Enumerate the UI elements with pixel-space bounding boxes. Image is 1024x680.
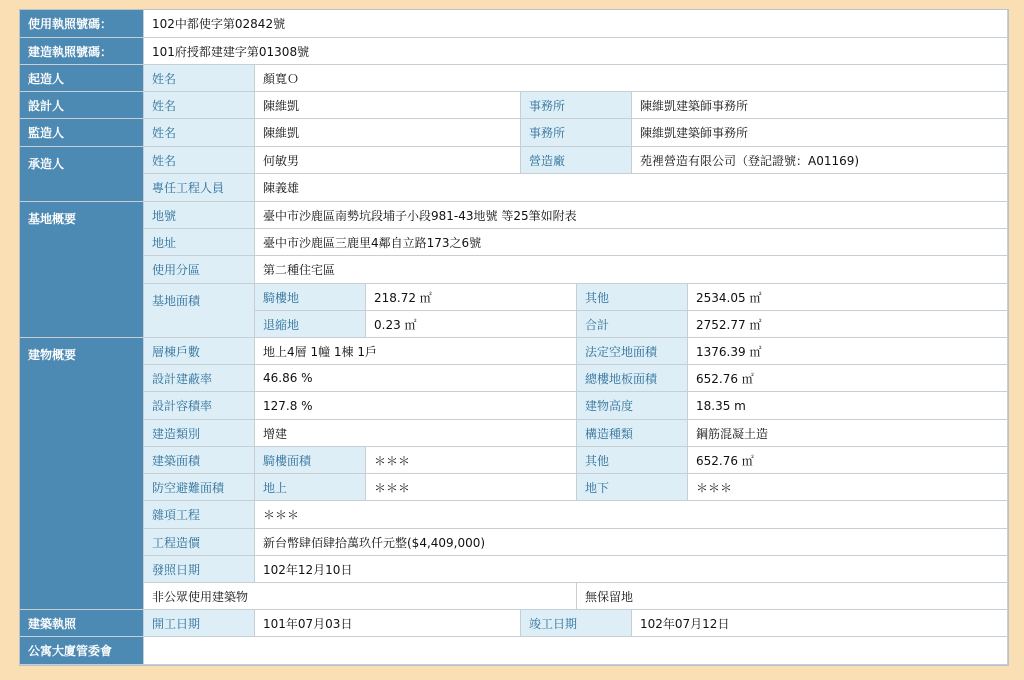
initiator-header: 起造人	[20, 65, 144, 92]
building-header: 建物概要	[20, 338, 144, 610]
site-area-label: 基地面積	[144, 284, 255, 338]
site-arcade-area: 218.72 ㎡	[366, 284, 577, 311]
site-address-label: 地址	[144, 229, 255, 256]
shelter-above-label: 地上	[255, 474, 366, 501]
designer-header: 設計人	[20, 92, 144, 119]
supervisor-office-label: 事務所	[521, 119, 632, 147]
site-lot-label: 地號	[144, 202, 255, 229]
supervisor-name: 陳維凱	[255, 119, 521, 147]
supervisor-header: 監造人	[20, 119, 144, 147]
site-other-label: 其他	[577, 284, 688, 311]
site-arcade-label: 騎樓地	[255, 284, 366, 311]
arcade-area-label: 騎樓面積	[255, 447, 366, 474]
shelter-above-value: ＊＊＊	[366, 474, 577, 501]
reserve-land-status: 無保留地	[577, 583, 1008, 610]
site-address: 臺中市沙鹿區三鹿里4鄰自立路173之6號	[255, 229, 1008, 256]
designer-name: 陳維凱	[255, 92, 521, 119]
floors-value: 地上4層 1幢 1棟 1戶	[255, 338, 577, 365]
floors-label: 層棟戶數	[144, 338, 255, 365]
floor-area-label: 總樓地板面積	[577, 365, 688, 392]
shelter-below-value: ＊＊＊	[688, 474, 1008, 501]
contractor-firm-label: 營造廠	[521, 147, 632, 174]
site-total-area: 2752.77 ㎡	[688, 311, 1008, 338]
engineer-name: 陳義雄	[255, 174, 1008, 202]
far-value: 127.8 %	[255, 392, 577, 420]
permit-record-table	[19, 9, 1009, 666]
supervisor-name-label: 姓名	[144, 119, 255, 147]
site-zoning-label: 使用分區	[144, 256, 255, 284]
designer-office: 陳維凱建築師事務所	[632, 92, 1008, 119]
misc-works-label: 雜項工程	[144, 501, 255, 529]
finish-date-value: 102年07月12日	[632, 610, 1008, 637]
site-total-label: 合計	[577, 311, 688, 338]
category-label: 建造類別	[144, 420, 255, 447]
height-value: 18.35 m	[688, 392, 1008, 420]
site-setback-area: 0.23 ㎡	[366, 311, 577, 338]
cost-value: 新台幣肆佰肆拾萬玖仟元整($4,409,000)	[255, 529, 1008, 556]
structure-label: 構造種類	[577, 420, 688, 447]
height-label: 建物高度	[577, 392, 688, 420]
site-zoning: 第二種住宅區	[255, 256, 1008, 284]
site-lot: 臺中市沙鹿區南勢坑段埔子小段981-43地號 等25筆如附表	[255, 202, 1008, 229]
start-date-value: 101年07月03日	[255, 610, 521, 637]
contractor-header: 承造人	[20, 147, 144, 202]
issue-date-label: 發照日期	[144, 556, 255, 583]
build-permit-label: 建造執照號碼：	[20, 38, 144, 65]
shelter-label: 防空避難面積	[144, 474, 255, 501]
use-permit-label: 使用執照號碼：	[20, 10, 144, 38]
structure-value: 鋼筋混凝土造	[688, 420, 1008, 447]
finish-date-label: 竣工日期	[521, 610, 632, 637]
engineer-label: 專任工程人員	[144, 174, 255, 202]
category-value: 增建	[255, 420, 577, 447]
site-other-area: 2534.05 ㎡	[688, 284, 1008, 311]
cost-label: 工程造價	[144, 529, 255, 556]
shelter-below-label: 地下	[577, 474, 688, 501]
contractor-firm: 苑裡營造有限公司（登記證號：A01169)	[632, 147, 1008, 174]
use-permit-number: 102中都使字第02842號	[144, 10, 1008, 38]
initiator-name: 顏寬Ｏ	[255, 65, 1008, 92]
initiator-name-label: 姓名	[144, 65, 255, 92]
contractor-name-label: 姓名	[144, 147, 255, 174]
public-use-status: 非公眾使用建築物	[144, 583, 577, 610]
site-setback-label: 退縮地	[255, 311, 366, 338]
supervisor-office: 陳維凱建築師事務所	[632, 119, 1008, 147]
open-space-value: 1376.39 ㎡	[688, 338, 1008, 365]
designer-office-label: 事務所	[521, 92, 632, 119]
far-label: 設計容積率	[144, 392, 255, 420]
build-permit-number: 101府授都建建字第01308號	[144, 38, 1008, 65]
build-other-value: 652.76 ㎡	[688, 447, 1008, 474]
designer-name-label: 姓名	[144, 92, 255, 119]
coverage-label: 設計建蔽率	[144, 365, 255, 392]
floor-area-value: 652.76 ㎡	[688, 365, 1008, 392]
build-area-label: 建築面積	[144, 447, 255, 474]
management-header: 公寓大廈管委會	[20, 637, 144, 665]
misc-works-value: ＊＊＊	[255, 501, 1008, 529]
issue-date-value: 102年12月10日	[255, 556, 1008, 583]
contractor-name: 何敏男	[255, 147, 521, 174]
build-other-label: 其他	[577, 447, 688, 474]
open-space-label: 法定空地面積	[577, 338, 688, 365]
site-header: 基地概要	[20, 202, 144, 338]
coverage-value: 46.86 %	[255, 365, 577, 392]
management-value	[144, 637, 1008, 665]
start-date-label: 開工日期	[144, 610, 255, 637]
construction-header: 建築執照	[20, 610, 144, 637]
arcade-area-value: ＊＊＊	[366, 447, 577, 474]
